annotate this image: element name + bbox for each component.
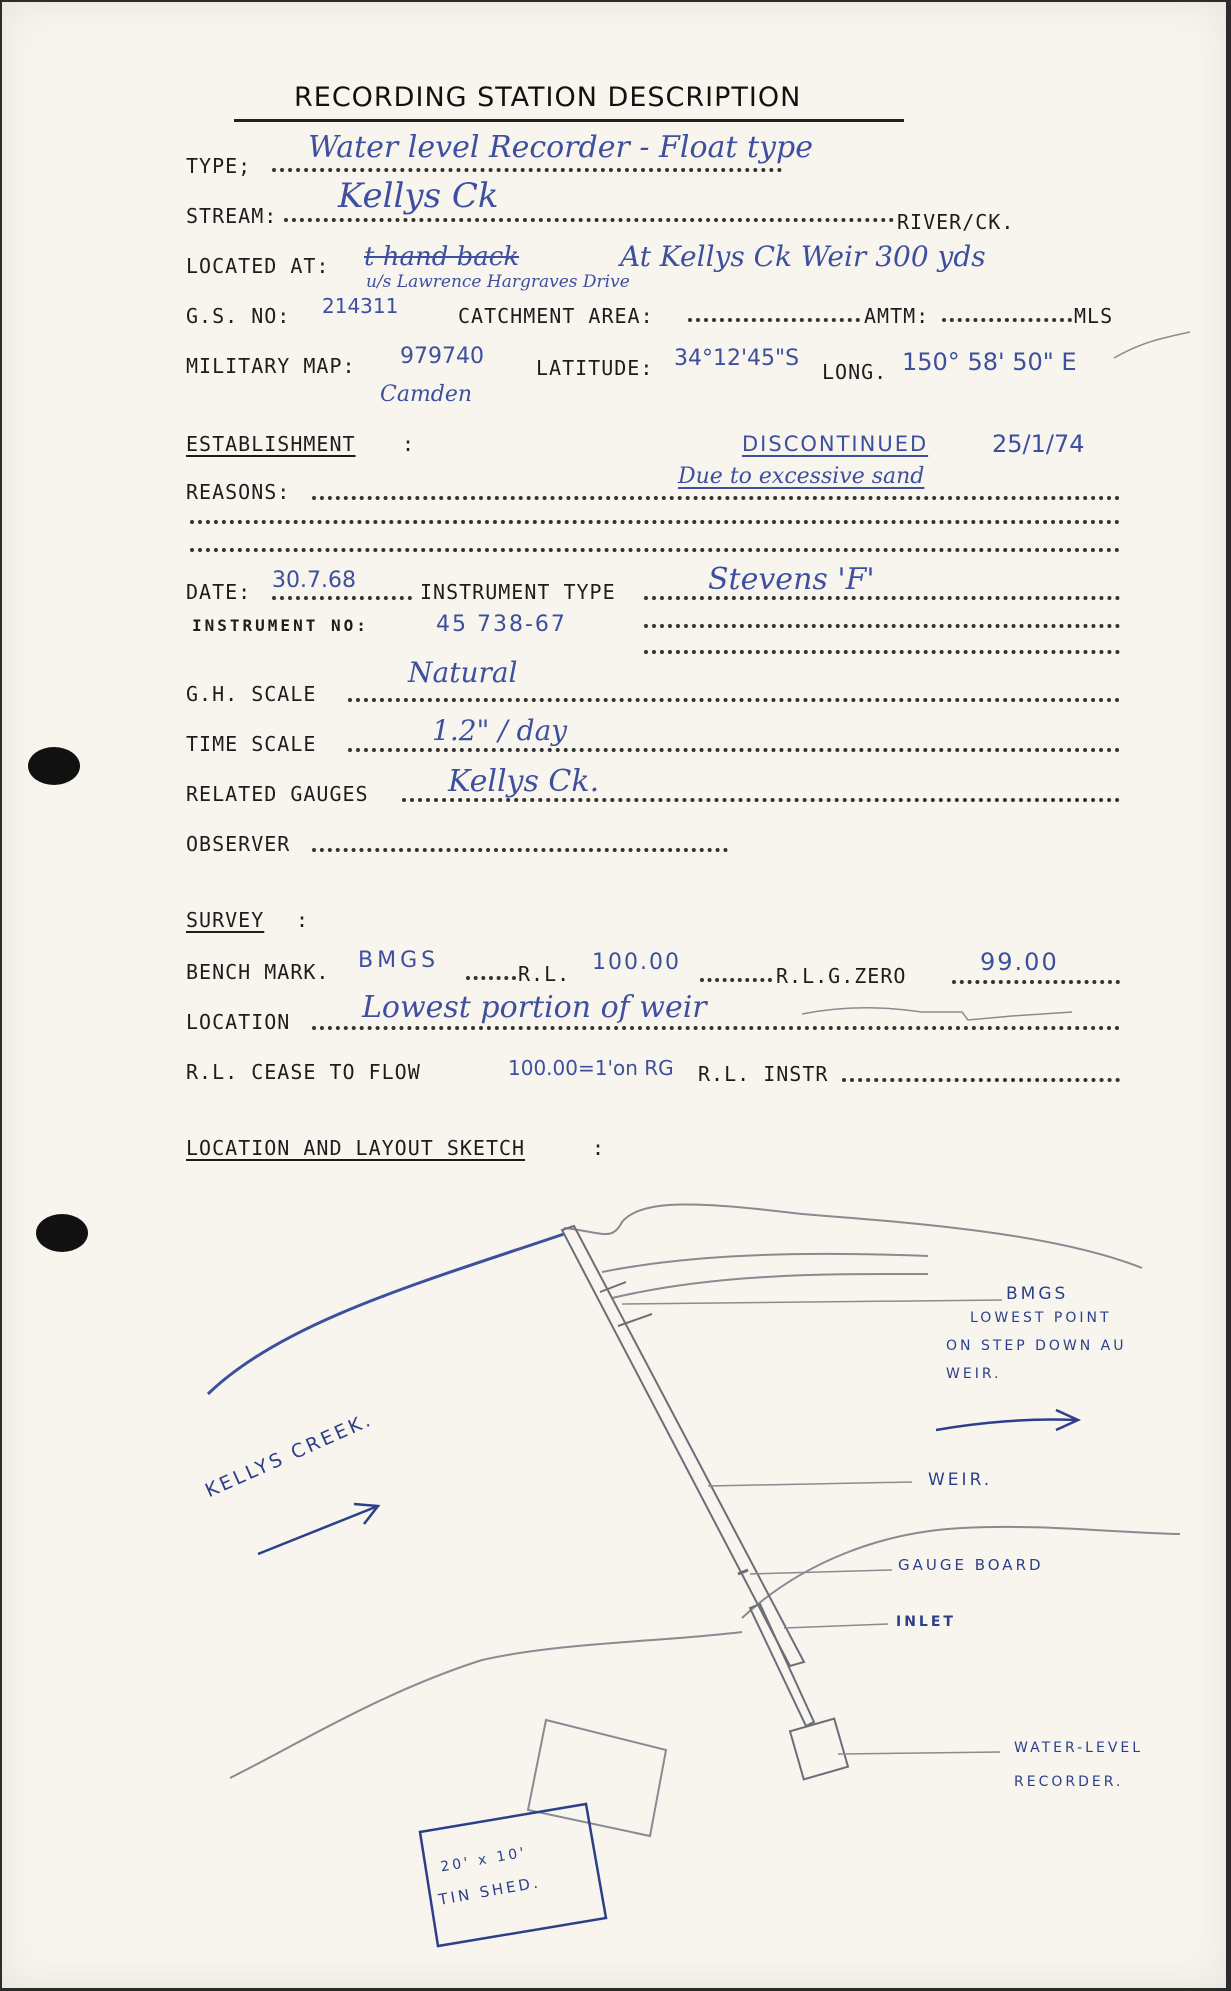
located-at-value: At Kellys Ck Weir 300 yds [620, 240, 986, 273]
gs-no-label: G.S. NO: [186, 304, 291, 328]
type-label: TYPE; [186, 154, 252, 178]
sketch-label-water-level: WATER-LEVEL [1014, 1740, 1144, 1756]
type-value: Water level Recorder - Float type [308, 130, 813, 165]
establishment-heading: ESTABLISHMENT [186, 432, 356, 456]
date-value: 30.7.68 [272, 568, 356, 593]
instrument-no-value: 45 738-67 [436, 612, 567, 637]
layout-sketch [2, 2, 1226, 1988]
tin-shed-box [420, 1804, 606, 1946]
long-label: LONG. [822, 360, 888, 384]
discontinued-date: 25/1/74 [992, 430, 1085, 458]
discontinued-label: DISCONTINUED [742, 432, 929, 456]
form-title: RECORDING STATION DESCRIPTION [294, 82, 802, 113]
related-gauges-label: RELATED GAUGES [186, 782, 369, 806]
related-gauges-value: Kellys Ck. [448, 764, 600, 799]
military-map-label: MILITARY MAP: [186, 354, 356, 378]
sketch-label-creek: KELLYS CREEK. [202, 1408, 377, 1503]
creek-arrow [258, 1506, 378, 1554]
rl-instr-label: R.L. INSTR [698, 1062, 829, 1086]
time-scale-value: 1.2" / day [432, 714, 568, 747]
rl-cease-value: 100.00=1'on RG [508, 1056, 674, 1080]
survey-colon: : [296, 908, 310, 932]
sketch-label-weir: WEIR. [928, 1470, 993, 1490]
rl-cease-label: R.L. CEASE TO FLOW [186, 1060, 421, 1084]
stream-label: STREAM: [186, 204, 278, 228]
gs-no-value: 214311 [322, 294, 399, 318]
gh-scale-label: G.H. SCALE [186, 682, 317, 706]
sketch-label-shed-size: 20' x 10' [439, 1844, 529, 1876]
amtm-label: AMTM: [864, 304, 930, 328]
rlg-zero-value: 99.00 [980, 948, 1059, 976]
stream-value: Kellys Ck [338, 176, 499, 216]
sketch-label-recorder: RECORDER. [1014, 1774, 1124, 1790]
bank-top-right [564, 1204, 1142, 1268]
sketch-label-lowest-point-1: LOWEST POINT [970, 1310, 1112, 1326]
located-at-line2: u/s Lawrence Hargraves Drive [366, 272, 630, 292]
latitude-label: LATITUDE: [536, 356, 654, 380]
stream-line-1 [602, 1254, 928, 1272]
river-ck-label: RIVER/CK. [897, 210, 1015, 234]
form-page [2, 2, 1226, 1988]
water-level-recorder [790, 1719, 848, 1780]
date-label: DATE: [186, 580, 252, 604]
sketch-heading: LOCATION AND LAYOUT SKETCH [186, 1136, 526, 1160]
weir [562, 1226, 804, 1666]
establishment-colon: : [402, 432, 416, 456]
sketch-label-gauge-board: GAUGE BOARD [898, 1556, 1044, 1574]
rlg-zero-label: R.L.G.ZERO [776, 964, 907, 988]
flow-arrow [936, 1419, 1076, 1430]
shed-outline [528, 1720, 666, 1836]
creek-bank-north [208, 1234, 564, 1394]
location-value: Lowest portion of weir [362, 990, 707, 1025]
longitude-value: 150° 58' 50" E [902, 348, 1077, 376]
reasons-value: Due to excessive sand [678, 464, 925, 489]
survey-heading: SURVEY [186, 908, 265, 932]
military-map-value: 979740 [400, 344, 484, 369]
observer-label: OBSERVER [186, 832, 291, 856]
sketch-label-inlet: INLET [896, 1614, 956, 1630]
sketch-heading-colon: : [592, 1136, 606, 1160]
instrument-no-label: INSTRUMENT NO: [192, 616, 369, 635]
sketch-label-lowest-point-2: ON STEP DOWN AU [946, 1338, 1127, 1354]
catchment-area-label: CATCHMENT AREA: [458, 304, 654, 328]
sketch-label-bmgs: BMGS [1006, 1284, 1069, 1304]
bench-mark-value: BMGS [358, 948, 440, 973]
sketch-label-lowest-point-3: WEIR. [946, 1366, 1002, 1382]
instrument-type-label: INSTRUMENT TYPE [420, 580, 616, 604]
latitude-value: 34°12'45"S [674, 346, 800, 371]
reasons-label: REASONS: [186, 480, 291, 504]
military-map-name: Camden [380, 382, 473, 407]
mls-label: MLS [1074, 304, 1114, 328]
located-at-struck: t hand back [364, 242, 520, 272]
sketch-label-tin-shed: TIN SHED. [437, 1873, 542, 1909]
rl-label: R.L. [518, 962, 571, 986]
stream-line-2 [612, 1274, 928, 1298]
time-scale-label: TIME SCALE [186, 732, 317, 756]
located-at-label: LOCATED AT: [186, 254, 330, 278]
bench-mark-label: BENCH MARK. [186, 960, 330, 984]
rl-value: 100.00 [592, 950, 681, 975]
instrument-type-value: Stevens 'F' [708, 562, 875, 597]
location-label: LOCATION [186, 1010, 291, 1034]
gh-scale-value: Natural [408, 656, 518, 689]
